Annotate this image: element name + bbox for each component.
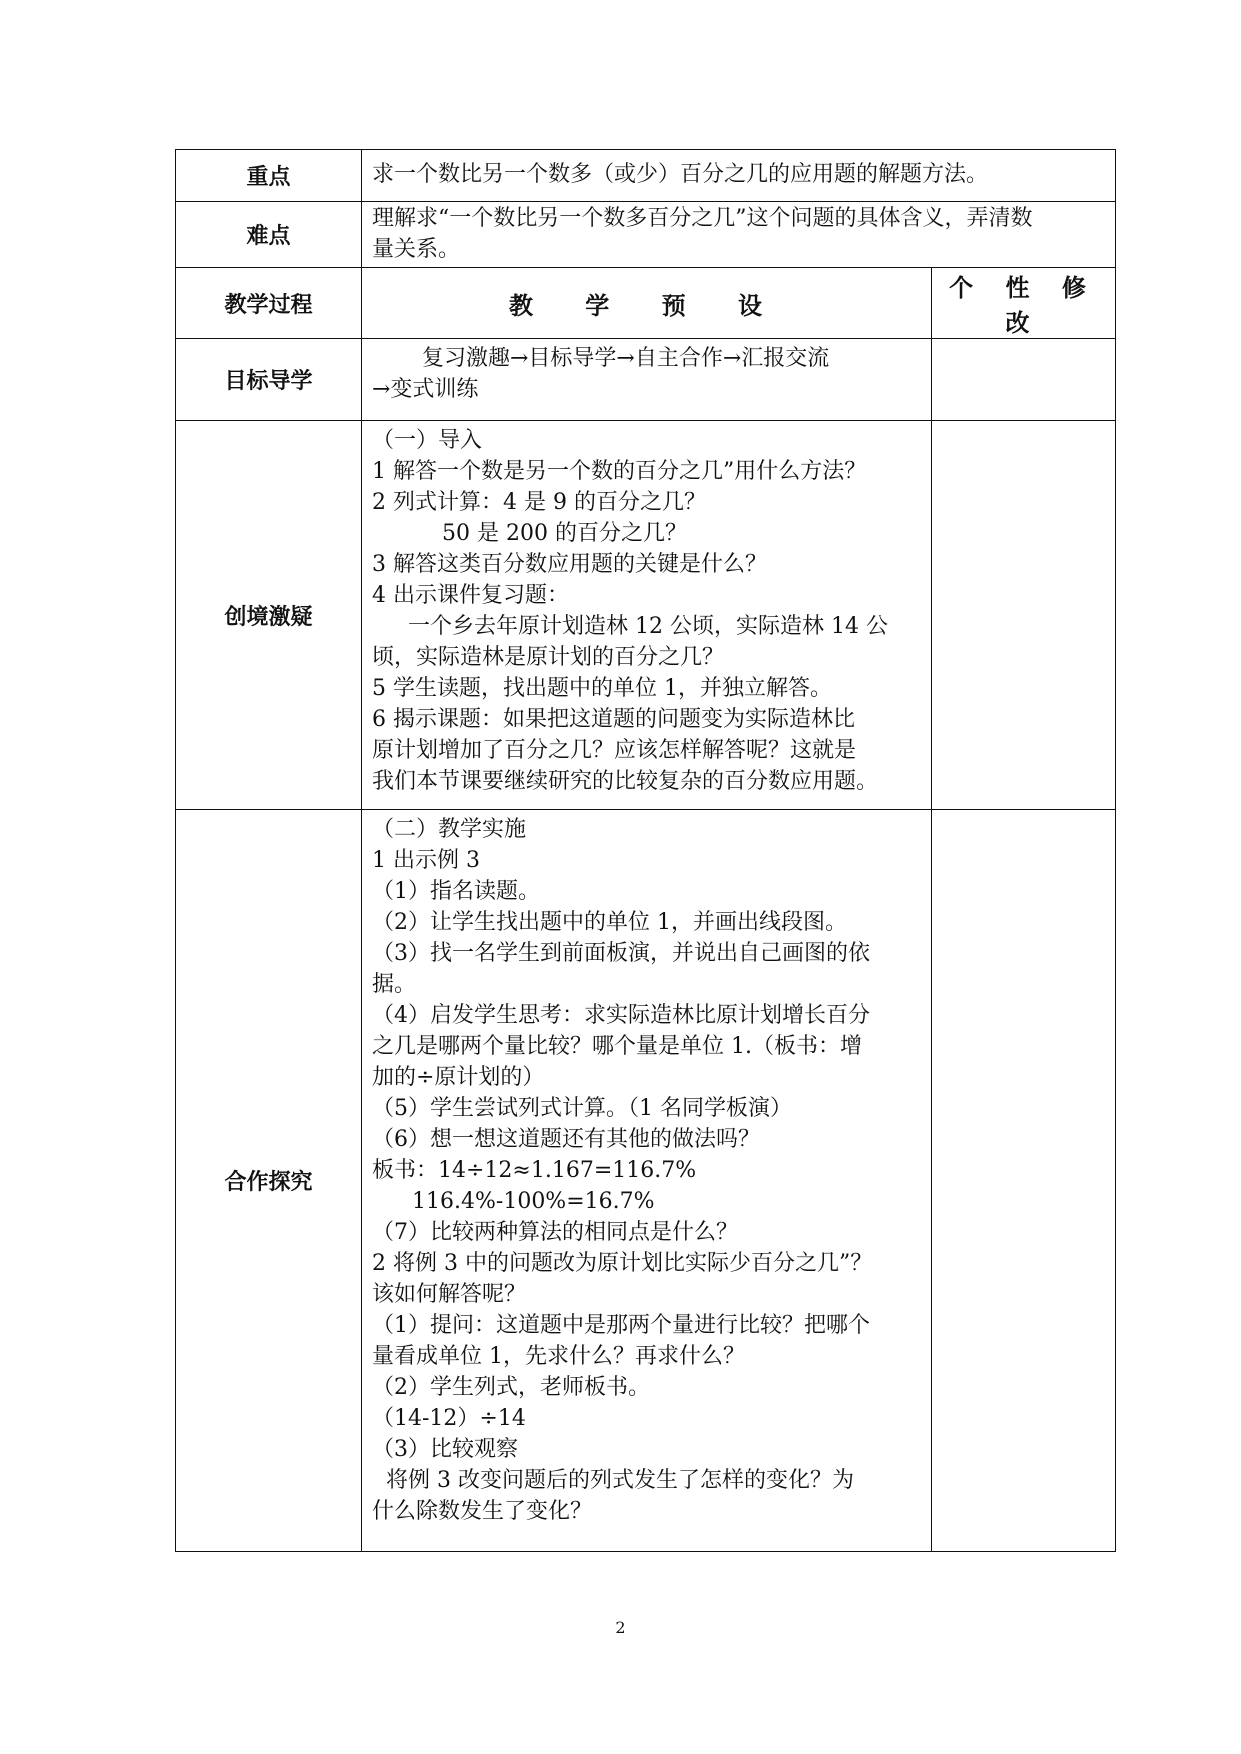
explore-line: （2）让学生找出题中的单位 1，并画出线段图。 — [372, 910, 847, 935]
explore-line: （14-12）÷14 — [372, 1406, 526, 1431]
difficulty-line: 理解求“一个数比另一个数多百分之几”这个问题的具体含义，弄清数 — [372, 205, 1033, 231]
header-process: 教学过程 — [176, 268, 362, 339]
explore-line: 116.4%-100%=16.7% — [412, 1189, 655, 1214]
situation-line: 5 学生读题，找出题中的单位 1，并独立解答。 — [372, 676, 832, 701]
situation-line: 6 揭示课题：如果把这道题的问题变为实际造林比 — [372, 707, 855, 732]
explore-line: （二）教学实施 — [372, 817, 527, 842]
situation-line: 50 是 200 的百分之几？ — [442, 521, 687, 546]
row-situation — [176, 421, 1116, 810]
difficulty-text — [362, 202, 1116, 268]
situation-line: 一个乡去年原计划造林 12 公顷，实际造林 14 公 — [408, 614, 888, 639]
situation-edit-cell — [932, 421, 1116, 810]
header-preset: 教 学 预 设 — [362, 268, 932, 339]
row-key-point — [176, 150, 1116, 202]
explore-line: 该如何解答呢？ — [372, 1282, 527, 1307]
explore-line: （5）学生尝试列式计算。（1 名同学板演） — [372, 1096, 792, 1121]
situation-line: 3 解答这类百分数应用题的关键是什么？ — [372, 552, 767, 577]
row-goal — [176, 339, 1116, 421]
situation-line: 4 出示课件复习题： — [372, 583, 569, 608]
explore-edit-cell — [932, 810, 1116, 1552]
page-number: 2 — [615, 1618, 626, 1637]
explore-label: 合作探究 — [176, 810, 362, 1552]
explore-line: （3）找一名学生到前面板演，并说出自己画图的依 — [372, 941, 870, 966]
difficulty-line: 量关系。 — [372, 236, 461, 262]
row-difficulty — [176, 202, 1116, 268]
explore-line: 什么除数发生了变化？ — [372, 1499, 593, 1524]
goal-line: 复习激趣→目标导学→自主合作→汇报交流 — [422, 346, 830, 371]
explore-line: 量看成单位 1，先求什么？再求什么？ — [372, 1344, 745, 1369]
explore-line: 将例 3 改变问题后的列式发生了怎样的变化？为 — [386, 1468, 854, 1493]
row-explore — [176, 810, 1116, 1552]
situation-line: 原计划增加了百分之几？应该怎样解答呢？这就是 — [372, 738, 857, 763]
goal-text — [362, 339, 932, 421]
situation-line: 我们本节课要继续研究的比较复杂的百分数应用题。 — [372, 769, 879, 794]
explore-line: （3）比较观察 — [372, 1437, 518, 1462]
explore-line: （1）提问：这道题中是那两个量进行比较？把哪个 — [372, 1313, 870, 1338]
explore-line: （4）启发学生思考：求实际造林比原计划增长百分 — [372, 1003, 870, 1028]
explore-text — [362, 810, 932, 1552]
situation-line: 顷，实际造林是原计划的百分之几？ — [372, 645, 725, 670]
goal-label: 目标导学 — [176, 339, 362, 421]
situation-line: 2 列式计算：4 是 9 的百分之几？ — [372, 490, 706, 515]
explore-line: 1 出示例 3 — [372, 848, 480, 873]
situation-label: 创境激疑 — [176, 421, 362, 810]
key-point-text: 求一个数比另一个数多（或少）百分之几的应用题的解题方法。 — [362, 150, 1116, 202]
explore-line: 据。 — [372, 972, 417, 997]
situation-text — [362, 421, 932, 810]
explore-line: （2）学生列式，老师板书。 — [372, 1375, 650, 1400]
lesson-plan-table — [175, 149, 1116, 1552]
goal-edit-cell — [932, 339, 1116, 421]
explore-line: （7）比较两种算法的相同点是什么？ — [372, 1220, 738, 1245]
explore-line: 之几是哪两个量比较？哪个量是单位 1.（板书：增 — [372, 1034, 862, 1059]
row-header — [176, 268, 1116, 339]
goal-line: →变式训练 — [372, 377, 479, 402]
explore-line: （6）想一想这道题还有其他的做法吗？ — [372, 1127, 760, 1152]
header-personal: 个 性 修 改 — [932, 268, 1116, 339]
difficulty-label: 难点 — [176, 202, 362, 268]
explore-line: 板书：14÷12≈1.167=116.7% — [372, 1158, 697, 1183]
key-point-label: 重点 — [176, 150, 362, 202]
situation-line: 1 解答一个数是另一个数的百分之几”用什么方法？ — [372, 459, 867, 484]
explore-line: （1）指名读题。 — [372, 879, 540, 904]
explore-line: 2 将例 3 中的问题改为原计划比实际少百分之几”？ — [372, 1251, 873, 1276]
explore-line: 加的÷原计划的） — [372, 1065, 545, 1090]
situation-line: （一）导入 — [372, 428, 483, 453]
